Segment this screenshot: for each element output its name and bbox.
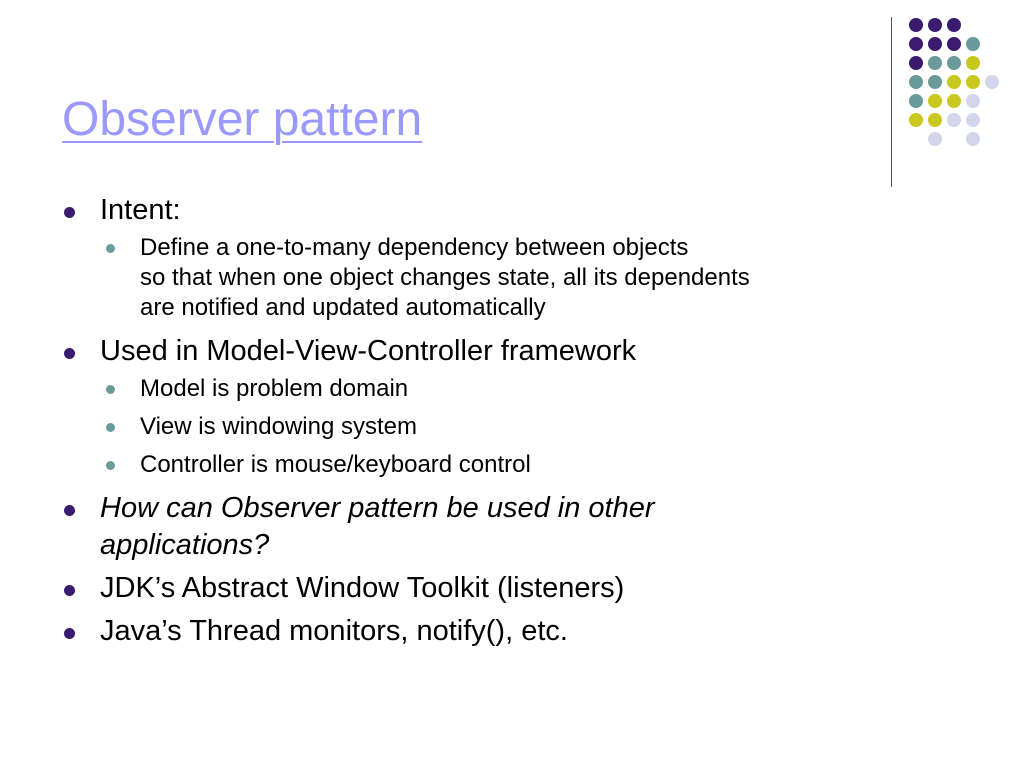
bullet-text-line: How can Observer pattern be used in other (100, 492, 655, 524)
decorative-dot (909, 113, 923, 127)
bullet-dot-icon (64, 505, 75, 516)
bullet-awt (62, 570, 962, 607)
bullet-intent (62, 192, 962, 229)
decorative-dot (928, 94, 942, 108)
sub-bullet-text-line: View is windowing system (140, 413, 417, 440)
bullet-text: Used in Model-View-Controller framework (100, 335, 637, 367)
sub-bullet-text-line: Model is problem domain (140, 375, 409, 402)
sub-bullet-text-line: Define a one-to-many dependency between objects (140, 234, 689, 261)
decorative-dot (909, 56, 923, 70)
sub-bullet-view (62, 412, 962, 442)
decorative-dot (985, 75, 999, 89)
decorative-dot (928, 75, 942, 89)
decorative-dot (966, 37, 980, 51)
sub-bullet-dot-icon (106, 423, 115, 432)
decorative-dot (928, 132, 942, 146)
sub-bullet-intent-definition (62, 233, 962, 323)
bullet-question (62, 490, 962, 564)
decorative-dot (928, 18, 942, 32)
decorative-dot (966, 113, 980, 127)
sub-bullet-text-line: are notified and updated automatically (140, 294, 546, 321)
decorative-dot (966, 94, 980, 108)
decorative-dot (928, 56, 942, 70)
bullet-dot-icon (64, 585, 75, 596)
decorative-dot (928, 37, 942, 51)
bullet-thread (62, 613, 962, 650)
slide-title: Observer pattern (62, 93, 423, 146)
decorative-dot (966, 132, 980, 146)
bullet-dot-icon (64, 348, 75, 359)
decorative-dot-grid (900, 9, 1020, 169)
bullet-dot-icon (64, 207, 75, 218)
bullet-mvc (62, 333, 962, 370)
decorative-dot (947, 18, 961, 32)
decorative-dot (909, 18, 923, 32)
bullet-text-line: applications? (100, 529, 270, 561)
decorative-dot (947, 37, 961, 51)
sub-bullet-text-line: Controller is mouse/keyboard control (140, 451, 531, 478)
decorative-dot (947, 113, 961, 127)
bullet-text: Intent: (100, 194, 181, 226)
decorative-dot (947, 75, 961, 89)
decorative-dot (909, 94, 923, 108)
sub-bullet-dot-icon (106, 385, 115, 394)
sub-bullet-controller (62, 450, 962, 480)
sub-bullet-dot-icon (106, 244, 115, 253)
bullet-text: Java’s Thread monitors, notify(), etc. (100, 615, 568, 647)
decorative-dot (909, 75, 923, 89)
decorative-dot (909, 37, 923, 51)
decorative-dot (947, 56, 961, 70)
sub-bullet-dot-icon (106, 461, 115, 470)
sub-bullet-text-line: so that when one object changes state, all its dependents (140, 264, 750, 291)
decorative-dot (928, 113, 942, 127)
title-divider-line (891, 17, 892, 187)
bullet-text: JDK’s Abstract Window Toolkit (listeners) (100, 572, 625, 604)
decorative-dot (966, 56, 980, 70)
slide-body (62, 192, 962, 650)
bullet-dot-icon (64, 628, 75, 639)
decorative-dot (966, 75, 980, 89)
sub-bullet-model (62, 374, 962, 404)
decorative-dot (947, 94, 961, 108)
